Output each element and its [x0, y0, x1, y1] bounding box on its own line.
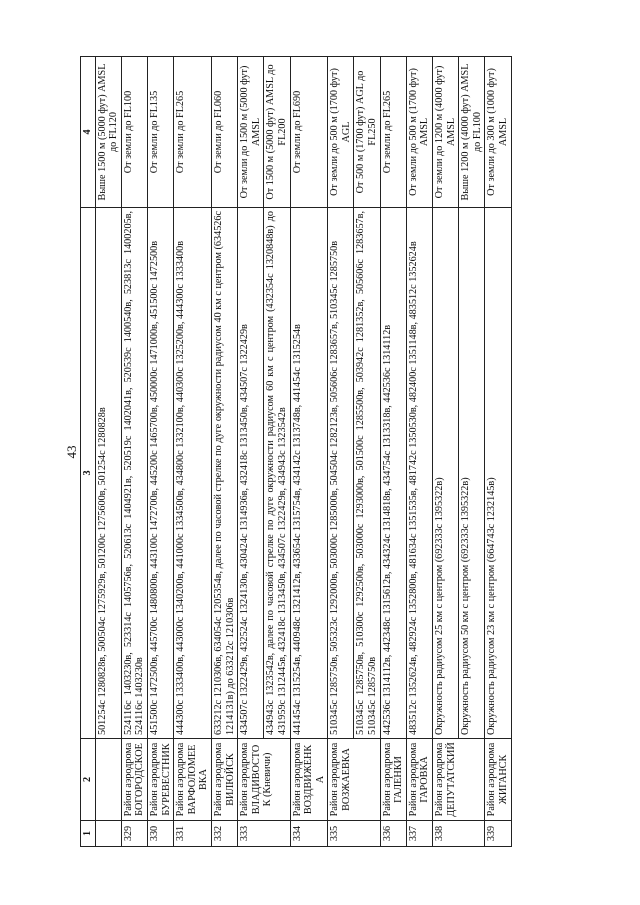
- header-row: [81, 57, 96, 847]
- table-row: [147, 57, 173, 847]
- boundary-description: 451500с 1472500в, 445700с 1480800в, 443100с 1472700в, 445200с 1465700в, 450000с 1471000в, 451500с 1472500в: [147, 208, 173, 739]
- vertical-limits: От земли до 500 м (1700 фут) AMSL: [406, 57, 432, 208]
- vertical-limits: От земли до FL265: [380, 57, 406, 208]
- table-row: [95, 57, 121, 847]
- header-col-1: 1: [81, 821, 96, 847]
- header-col-3: 3: [81, 208, 96, 739]
- header-col-2: 2: [81, 739, 96, 821]
- table-row: [354, 57, 380, 847]
- row-number: [95, 821, 121, 847]
- boundary-description: Окружность радиусом 50 км с центром (692333с 1395322в): [459, 208, 485, 739]
- airspace-table: [80, 56, 512, 847]
- boundary-description: 434943с 1323542в, далее по часовой стрелке по дуге окружности радиусом 60 км с центром (432354с 1320848в) до 431959с 1312445в, 432418с 1313450в, 434507с 1322429в, 434943с 1323542в: [264, 208, 290, 739]
- row-number: 332: [211, 821, 237, 847]
- row-number: 330: [147, 821, 173, 847]
- boundary-description: Окружность радиусом 25 км с центром (692333с 1395322в): [433, 208, 459, 739]
- boundary-description: 442536с 1314112в, 442348с 1315612в, 434324с 1314818в, 434754с 1313318в, 442536с 1314112в: [380, 208, 406, 739]
- vertical-limits: Выше 1200 м (4000 фут) AMSL до FL100: [459, 57, 485, 208]
- table-row: [174, 57, 212, 847]
- boundary-description: 483512с 1352624в, 482924с 1352800в, 481634с 1351535в, 481742с 1350530в, 482400с 1351148в, 483512с 1352624в: [406, 208, 432, 739]
- page-number: 43: [64, 445, 79, 459]
- table-row: [433, 57, 459, 847]
- vertical-limits: От земли до 1500 м (5000 фут) AMSL: [238, 57, 264, 208]
- aerodrome-name: Район аэродрома ГАЛЕНКИ: [380, 739, 406, 821]
- row-number: 329: [121, 821, 147, 847]
- table-row: [264, 57, 290, 847]
- aerodrome-name: Район аэродрома БУРЕВЕСТНИК: [147, 739, 173, 821]
- row-number: 338: [433, 821, 485, 847]
- vertical-limits: Выше 1500 м (5000 фут) AMSL до FL120: [95, 57, 121, 208]
- row-number: 337: [406, 821, 432, 847]
- aerodrome-name: Район аэродрома ВОЗДВИЖЕНКА: [290, 739, 328, 821]
- aerodrome-name: Район аэродрома ДЕПУТАТСКИЙ: [433, 739, 485, 821]
- vertical-limits: От земли до 1200 м (4000 фут) AMSL: [433, 57, 459, 208]
- table-row: [121, 57, 147, 847]
- vertical-limits: От земли до FL100: [121, 57, 147, 208]
- boundary-description: 441454с 1315254в, 440948с 1321412в, 433654с 1315754в, 434142с 1313748в, 441454с 1315254в: [290, 208, 328, 739]
- aerodrome-name: Район аэродрома ЖИГАНСК: [485, 739, 511, 821]
- table-row: [380, 57, 406, 847]
- table-row: [406, 57, 432, 847]
- row-number: 334: [290, 821, 328, 847]
- header-col-4: 4: [81, 57, 96, 208]
- aerodrome-name: Район аэродрома ВАРФОЛОМЕЕВКА: [174, 739, 212, 821]
- vertical-limits: От земли до FL060: [211, 57, 237, 208]
- aerodrome-name: Район аэродрома ВОЗЖАЕВКА: [328, 739, 380, 821]
- vertical-limits: От земли до FL690: [290, 57, 328, 208]
- table-body: [95, 57, 511, 847]
- aerodrome-name: [95, 739, 121, 821]
- aerodrome-name: Район аэродрома ГАРОВКА: [406, 739, 432, 821]
- row-number: 339: [485, 821, 511, 847]
- table-row: [211, 57, 237, 847]
- row-number: 335: [328, 821, 380, 847]
- aerodrome-name: Район аэродрома ВЛАДИВОСТОК (Кневичи): [238, 739, 290, 821]
- table-row: [328, 57, 354, 847]
- vertical-limits: От земли до 300 м (1000 фут) AMSL: [485, 57, 511, 208]
- boundary-description: 434507с 1322429в, 432524с 1324130в, 430424с 1314936в, 432418с 1313450в, 434507с 1322429в: [238, 208, 264, 739]
- row-number: 331: [174, 821, 212, 847]
- rotated-table-container: [80, 57, 560, 847]
- boundary-description: 633212с 1210306в, 634054с 1205354в, далее по часовой стрелке по дуге окружности радиусом 40 км с центром (634526с 1214131в) до 633212с 1210306в: [211, 208, 237, 739]
- table-row: [485, 57, 511, 847]
- aerodrome-name: Район аэродрома ВИЛЮЙСК: [211, 739, 237, 821]
- row-number: 333: [238, 821, 290, 847]
- aerodrome-name: Район аэродрома БОГОРОДСКОЕ: [121, 739, 147, 821]
- table-row: [459, 57, 485, 847]
- table-row: [290, 57, 328, 847]
- table-row: [238, 57, 264, 847]
- vertical-limits: От 500 м (1700 фут) AGL до FL250: [354, 57, 380, 208]
- vertical-limits: От земли до FL265: [174, 57, 212, 208]
- vertical-limits: От земли до FL135: [147, 57, 173, 208]
- boundary-description: 501254с 1280828в, 500504с 1275929в, 501200с 1275600в, 501254с 1280828в: [95, 208, 121, 739]
- boundary-description: 510345с 1285750в, 505323с 1292000в, 503000с 1285000в, 504504с 1282123в, 505606с 1283657в, 510345с 1285750в: [328, 208, 354, 739]
- boundary-description: Окружность радиусом 23 км с центром (664743с 1232145в): [485, 208, 511, 739]
- boundary-description: 444300с 1333400в, 443000с 1340200в, 441000с 1334500в, 434800с 1332100в, 440300с 1325200в, 444300с 1333400в: [174, 208, 212, 739]
- vertical-limits: От 1500 м (5000 фут) AMSL до FL200: [264, 57, 290, 208]
- boundary-description: 510345с 1285750в, 510300с 1292500в, 503000с 1293000в, 501500с 1285500в, 503942с 1281352в, 505606с 1283657в, 510345с 1285750в: [354, 208, 380, 739]
- boundary-description: 524116с 1403230в, 523314с 1405756в, 520613с 1404921в, 520519с 1402041в, 520539с 1400540в, 523813с 1400205в, 524116с 1403230в: [121, 208, 147, 739]
- row-number: 336: [380, 821, 406, 847]
- vertical-limits: От земли до 500 м (1700 фут) AGL: [328, 57, 354, 208]
